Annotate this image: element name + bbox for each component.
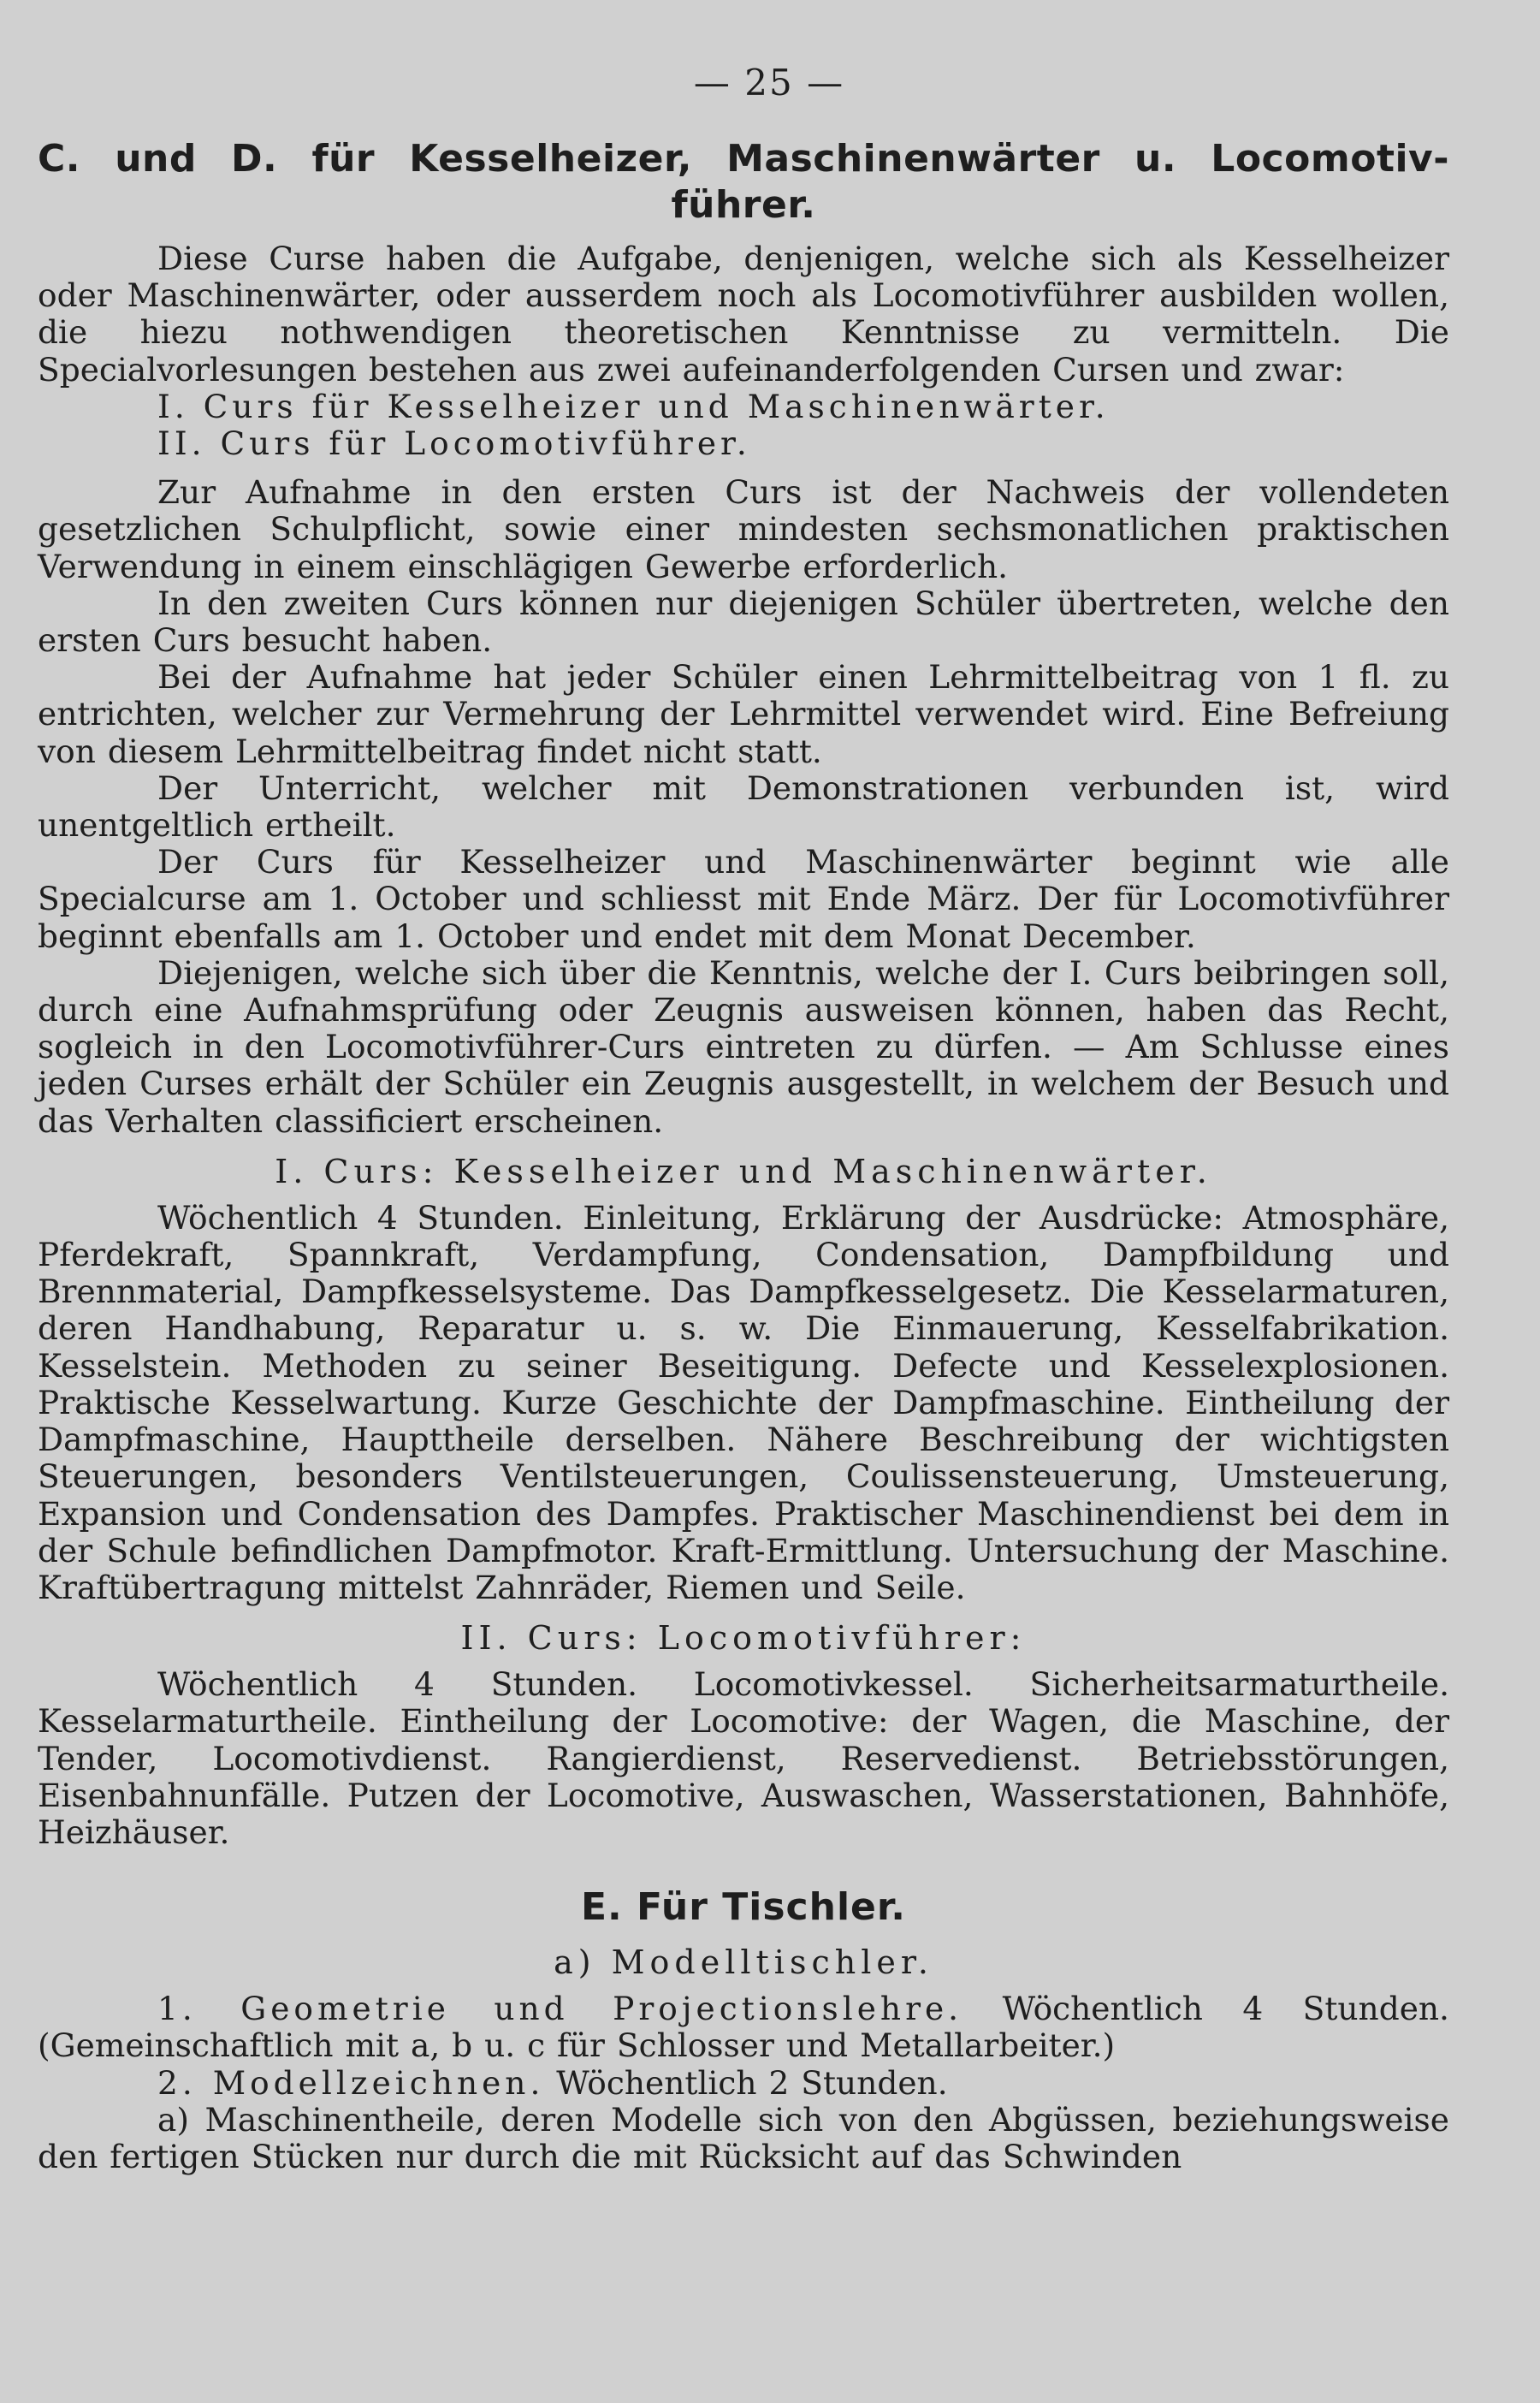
section-cd-heading xyxy=(38,136,1449,228)
item2-paragraph xyxy=(38,2065,1449,2102)
paragraph-exam: Diejenigen, welche sich über die Kenntnis, welche der I. Curs beibringen soll, durch eine Aufnahmsprüfung oder Zeugnis ausweisen können, haben das Recht, sogleich in den Locomotivführer-Curs eintreten zu dürfen. — Am Schlusse eines jeden Curses erhält der Schüler ein Zeugnis ausgestellt, in welchem der Besuch und das Verhalten classificiert erscheinen. xyxy=(38,953,1449,1140)
course-list-item: I. Curs für Kesselheizer und Maschinenwärter. xyxy=(157,387,1110,425)
page-number: — 25 — xyxy=(693,62,845,104)
paragraph-admission: Zur Aufnahme in den ersten Curs ist der Nachweis der vollendeten gesetzlichen Schulpflicht, sowie einer mindesten sechsmonatlichen praktischen Verwendung in einem einschlägigen Gewerbe erforderlich. xyxy=(38,473,1449,585)
item1-text: Wöchentlich 4 Stunden. (Gemeinschaftlich mit a, b u. c für Schlosser und Metallarbeiter.) xyxy=(38,1990,1449,2065)
item2-label: 2. Modellzeichnen. xyxy=(157,2063,545,2102)
item1-paragraph xyxy=(38,1991,1449,2064)
course1-text: Wöchentlich 4 Stunden. Einleitung, Erklärung der Ausdrücke: Atmosphäre, Pferdekraft, Spannkraft, Verdampfung, Condensation, Dampfbildung und Brennmaterial, Dampfkesselsysteme. Das Dampfkesselgesetz. Die Kesselarmaturen, deren Handhabung, Reparatur u. s. w. Die Einmauerung, Kesselfabrikation. Kesselstein. Methoden zu seiner Beseitigung. Defecte und Kesselexplosionen. Praktische Kesselwartung. Kurze Geschichte der Dampfmaschine. Eintheilung der Dampfmaschine, Haupttheile derselben. Nähere Beschreibung der wichtigsten Steuerungen, besonders Ventilsteuerungen, Coulissensteuerung, Umsteuerung, Expansion und Condensation des Dampfes. Praktischer Maschinendienst bei dem in der Schule befindlichen Dampfmotor. Kraft-Ermittlung. Untersuchung der Maschine. Kraftübertragung mittelst Zahnräder, Riemen und Seile. xyxy=(38,1198,1449,1606)
section-e-heading: E. Für Tischler. xyxy=(580,1885,907,1930)
course2-text: Wöchentlich 4 Stunden. Locomotivkessel. Sicherheitsarmaturtheile. Kesselarmaturtheile. Eintheilung der Locomotive: der Wagen, die Maschine, der Tender, Locomotivdienst. Rangierdienst, Reservedienst. Betriebsstörungen, Eisenbahnunfälle. Putzen der Locomotive, Auswaschen, Wasserstationen, Bahnhöfe, Heizhäuser. xyxy=(38,1665,1449,1851)
intro-paragraph: Diese Curse haben die Aufgabe, denjenigen, welche sich als Kesselheizer oder Maschinenwärter, oder ausserdem noch als Locomotivführer ausbilden wollen, die hiezu nothwendigen theoretischen Kenntnisse zu vermitteln. Die Specialvorlesungen bestehen aus zwei aufeinanderfolgenden Cursen und zwar: xyxy=(38,240,1449,389)
item2-text: Wöchentlich 2 Stunden. xyxy=(556,2063,948,2102)
item1-label: 1. Geometrie und Projectionslehre. xyxy=(157,1990,963,2028)
paragraph-second-course: In den zweiten Curs können nur diejenigen Schüler übertreten, welche den ersten Curs besucht haben. xyxy=(38,584,1449,660)
course-list-item: II. Curs für Locomotivführer. xyxy=(157,424,751,463)
section-cd-heading-line2: führer. xyxy=(671,183,816,227)
paragraph-free-tuition: Der Unterricht, welcher mit Demonstrationen verbunden ist, wird unentgeltlich ertheilt. xyxy=(38,768,1449,845)
section-e-subheading: a) Modelltischler. xyxy=(554,1943,933,1982)
section-cd-heading-line1: C. und D. für Kesselheizer, Maschinenwärter u. Locomotiv- xyxy=(38,137,1449,181)
item2-sub-paragraph: a) Maschinentheile, deren Modelle sich von den Abgüssen, beziehungsweise den fertigen Stücken nur durch die mit Rücksicht auf das Schwinden xyxy=(38,2100,1449,2175)
paragraph-schedule: Der Curs für Kesselheizer und Maschinenwärter beginnt wie alle Specialcurse am 1. October und schliesst mit Ende März. Der für Locomotivführer beginnt ebenfalls am 1. October und endet mit dem Monat December. xyxy=(38,843,1449,955)
paragraph-fee: Bei der Aufnahme hat jeder Schüler einen Lehrmittelbeitrag von 1 fl. zu entrichten, welcher zur Vermehrung der Lehrmittel verwendet wird. Eine Befreiung von diesem Lehrmittelbeitrag findet nicht statt. xyxy=(38,658,1449,770)
course-list xyxy=(38,389,1449,462)
course1-heading: I. Curs: Kesselheizer und Maschinenwärter. xyxy=(275,1152,1212,1190)
course2-heading: II. Curs: Locomotivführer: xyxy=(460,1619,1027,1658)
